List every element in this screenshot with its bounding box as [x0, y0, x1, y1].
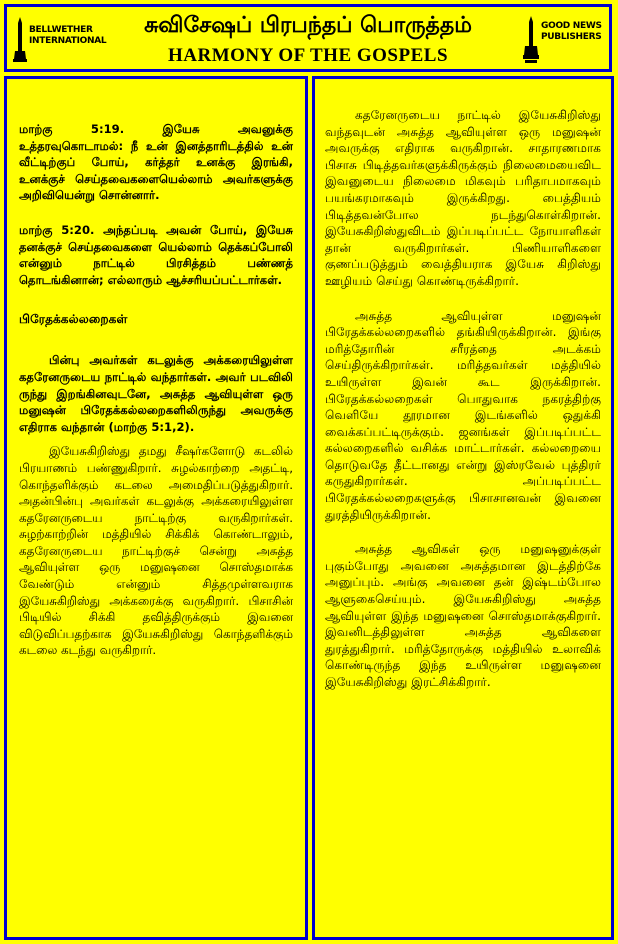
left-column — [4, 76, 308, 940]
logo-right-line2: PUBLISHERS — [541, 32, 602, 42]
section-heading: பிரேதக்கல்லறைகள் — [19, 312, 128, 327]
good-news-logo-text — [541, 21, 602, 43]
logo-left-line1: BELLWETHER — [29, 25, 93, 35]
title-english: HARMONY OF THE GOSPELS — [167, 45, 449, 66]
logo-right-line1: GOOD NEWS — [541, 21, 602, 31]
book-lamp-icon — [523, 15, 539, 65]
left-paragraph-1: இயேசுகிறிஸ்து தமது சீஷர்களோடு கடலில் பிரயாணம் பண்ணுகிறார். சுழல்காற்றை அதட்டி, கொந்தளிக்கும் கடலை அமைதிப்படுத்துகிறார். அதன்பின்பு அவர்கள் கடலுக்கு அக்கரையிலுள்ள கதரேனருடைய நாட்டிற்கு வருகிறார்கள். சுழற்காற்றின் மத்தியில் சிக்கிக் கொண்டாலும், கதரேனருடைய நாட்டிற்குச் சென்று அசுத்த ஆவியுள்ள ஒரு மனுஷனை சொஸ்தமாக்க வேண்டும் என்னும் சித்தமுள்ளவராக இயேசுகிறிஸ்து அக்கரைக்கு வருகிறார். பிசாசின் பிடியில் சிக்கி தவித்திருக்கும் இவனை விடுவிப்பதற்காக இயேசுகிறிஸ்து கொந்தளிக்கும் கடலை கடந்து வருகிறார். — [19, 444, 293, 658]
logo-left-line2: INTERNATIONAL — [29, 36, 107, 46]
right-paragraph-1: கதரேனருடைய நாட்டில் இயேசுகிறிஸ்து வந்தவுடன் அசுத்த ஆவியுள்ள ஒரு மனுஷன் அவருக்கு எதிராக வருகிறான். சாதாரணமாக பிசாசு பிடித்தவர்களுக்கிருக்கும் நிலைமையைவிட இவனுடைய நிலைமை மிகவும் பரிதாபமாகவும் பயங்கரமாகவும் இருக்கிறது. பைத்தியம் பிடித்தவன்போல நடந்துகொள்கிறான். இயேசுகிறிஸ்துவிடம் இப்படிப்பட்ட நோயாளிகள் தான் வருகிறார்கள். பிணியாளிகளை குணப்படுத்தும் வைத்தியராக இயேசு கிறிஸ்து ஊழியம் செய்து கொண்டிருக்கிறார். — [325, 108, 601, 288]
header-banner — [4, 4, 612, 72]
verse-mark-5-19: மாற்கு 5:19. இயேசு அவனுக்கு உத்தரவுகொடாமல்: நீ உன் இனத்தாரிடத்தில் உன் வீட்டிற்குப் போய், கர்த்தர் உனக்கு இரங்கி, உனக்குச் செய்தவைகளையெல்லாம் அவர்களுக்கு அறிவியென்று சொன்னார். — [19, 122, 293, 203]
good-news-logo — [523, 15, 603, 65]
verse-mark-5-1-2: பின்பு அவர்கள் கடலுக்கு அக்கரையிலுள்ள கதரேனருடைய நாட்டில் வந்தார்கள். அவர் படவிலி ருந்து இறங்கினவுடனே, அசுத்த ஆவியுள்ள ஒரு மனுஷன் பிரேதக்கல்லறைகளிலிருந்து அவருக்கு எதிராக வந்தான் (மாற்கு 5:1,2). — [19, 353, 293, 434]
right-column — [312, 76, 614, 940]
verse-mark-5-20: மாற்கு 5:20. அந்தப்படி அவன் போய், இயேசு தனக்குச் செய்தவைகளை யெல்லாம் தெக்கப்போலி என்னும் நாட்டில் பிரசித்தம் பண்ணத் தொடங்கினான்; எல்லாரும் ஆச்சரியப்பட்டார்கள். — [19, 222, 293, 287]
title-tamil: சுவிசேஷப் பிரபந்தப் பொருத்தம் — [144, 13, 472, 38]
right-paragraph-3: அசுத்த ஆவிகள் ஒரு மனுஷனுக்குள் புகும்போது அவனை அசுத்தமான இடத்திற்கே அனுப்பும். அங்கு அவனை தன் இஷ்டம்போல ஆளுகைசெய்யும். இயேசுகிறிஸ்து அசுத்த ஆவியுள்ள இந்த மனுஷனை சொஸ்தமாக்குகிறார். இவனிடத்திலுள்ள அசுத்த ஆவிகளை துரத்துகிறார். மரித்தோருக்கு மத்தியில் உலாவிக் கொண்டிருந்த இந்த உயிருள்ள மனுஷனை இயேசுகிறிஸ்து இரட்சிக்கிறார். — [325, 542, 601, 689]
right-paragraph-2: அசுத்த ஆவியுள்ள மனுஷன் பிரேதக்கல்லறைகளில் தங்கியிருக்கிறான். இங்கு மரித்தோரின் சரீரத்தை அடக்கம் செய்திருக்கிறார்கள். மரித்தவர்கள் மத்தியில் உயிருள்ள இவன் கூட இருக்கிறான். பிரேதக்கல்லறைகள் பொதுவாக நகரத்திற்கு வெளியே தூரமான இடங்களில் ஒதுக்கி வைக்கப்பட்டிருக்கும். ஜனங்கள் இப்படிப்பட்ட கல்லறைகளில் வசிக்க மாட்டார்கள். கல்லறையை தொடுவதே தீட்டானது என்று இஸ்ரவேல் புத்திரர் கருதுகிறார்கள். அப்படிப்பட்ட பிரேதக்கல்லறைகளுக்கு பிசாசானவன் இவனை துரத்தியிருக்கிறான். — [325, 308, 601, 522]
